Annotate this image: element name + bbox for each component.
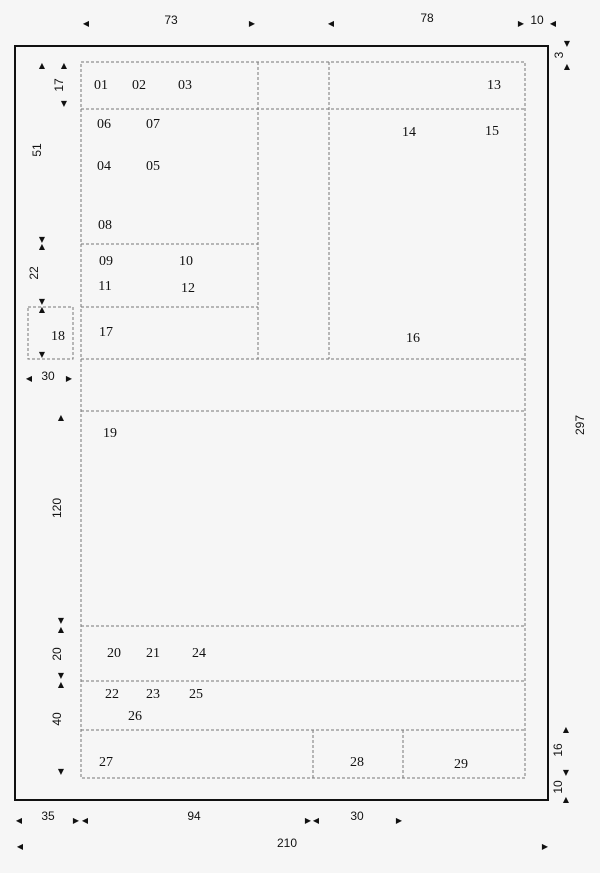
field-01: 01	[94, 78, 108, 93]
dim-bottom-30: 30	[350, 809, 364, 823]
field-18: 18	[51, 329, 65, 344]
arrow-down-icon: ▼	[60, 99, 68, 108]
dim-left-40: 40	[50, 712, 64, 726]
arrow-up-icon: ▲	[563, 62, 571, 71]
dim-left-22: 22	[27, 266, 41, 280]
sheet-frame	[15, 46, 548, 800]
dim-left-17: 17	[52, 78, 66, 92]
dim-bottom-210: 210	[276, 836, 298, 850]
field-19: 19	[103, 426, 117, 441]
field-05: 05	[146, 159, 160, 174]
arrow-up-icon: ▲	[562, 725, 570, 734]
arrow-up-icon: ▲	[57, 680, 65, 689]
dim-bottom-94: 94	[187, 809, 201, 823]
field-17: 17	[99, 325, 113, 340]
arrow-down-icon: ▼	[562, 768, 570, 777]
arrow-up-icon: ▲	[562, 795, 570, 804]
dim-left-51: 51	[30, 143, 44, 157]
arrow-right-icon: ▶	[395, 816, 403, 825]
arrow-left-icon: ◀	[549, 19, 557, 28]
field-24: 24	[192, 646, 206, 661]
arrow-right-icon: ▶	[517, 19, 525, 28]
field-28: 28	[350, 755, 364, 770]
field-13: 13	[487, 78, 501, 93]
arrow-down-icon: ▼	[38, 297, 46, 306]
field-12: 12	[181, 281, 195, 296]
field-07: 07	[146, 117, 160, 132]
arrow-down-icon: ▼	[57, 767, 65, 776]
field-14: 14	[402, 125, 416, 140]
arrow-right-icon: ▶	[304, 816, 312, 825]
arrow-up-icon: ▲	[38, 242, 46, 251]
field-15: 15	[485, 124, 499, 139]
field-21: 21	[146, 646, 160, 661]
field-10: 10	[179, 254, 193, 269]
dim-right-297: 297	[573, 414, 587, 436]
arrow-down-icon: ▼	[57, 616, 65, 625]
arrow-right-icon: ▶	[248, 19, 256, 28]
field-06: 06	[97, 117, 111, 132]
arrow-up-icon: ▲	[57, 625, 65, 634]
field-02: 02	[132, 78, 146, 93]
dim-top-73: 73	[164, 13, 178, 27]
dim-right-10: 10	[551, 780, 565, 794]
field-11: 11	[98, 279, 112, 294]
field-09: 09	[99, 254, 113, 269]
arrow-left-icon: ◀	[16, 842, 24, 851]
dim-bottom-35: 35	[41, 809, 55, 823]
field-27: 27	[99, 755, 113, 770]
dim-left-120: 120	[50, 497, 64, 519]
arrow-down-icon: ▼	[563, 39, 571, 48]
arrow-down-icon: ▼	[38, 235, 46, 244]
field-25: 25	[189, 687, 203, 702]
field-23: 23	[146, 687, 160, 702]
field-16: 16	[406, 331, 420, 346]
arrow-left-icon: ◀	[327, 19, 335, 28]
arrow-left-icon: ◀	[312, 816, 320, 825]
dim-right-3: 3	[552, 51, 566, 59]
arrow-left-icon: ◀	[82, 19, 90, 28]
field-29: 29	[454, 757, 468, 772]
field-04: 04	[97, 159, 111, 174]
dim-left-20: 20	[50, 647, 64, 661]
arrow-right-icon: ▶	[541, 842, 549, 851]
field-08: 08	[98, 218, 112, 233]
field-20: 20	[107, 646, 121, 661]
arrow-up-icon: ▲	[38, 61, 46, 70]
field-22: 22	[105, 687, 119, 702]
arrow-down-icon: ▼	[57, 671, 65, 680]
field-03: 03	[178, 78, 192, 93]
arrow-up-icon: ▲	[60, 61, 68, 70]
arrow-left-icon: ◀	[25, 374, 33, 383]
arrow-right-icon: ▶	[72, 816, 80, 825]
dim-top-10: 10	[530, 13, 544, 27]
arrow-left-icon: ◀	[15, 816, 23, 825]
dim-right-16: 16	[551, 743, 565, 757]
dim-left-30: 30	[41, 369, 55, 383]
arrow-up-icon: ▲	[38, 305, 46, 314]
field-26: 26	[128, 709, 142, 724]
arrow-down-icon: ▼	[38, 350, 46, 359]
arrow-right-icon: ▶	[65, 374, 73, 383]
arrow-left-icon: ◀	[81, 816, 89, 825]
arrow-up-icon: ▲	[57, 413, 65, 422]
dim-top-78: 78	[420, 11, 434, 25]
